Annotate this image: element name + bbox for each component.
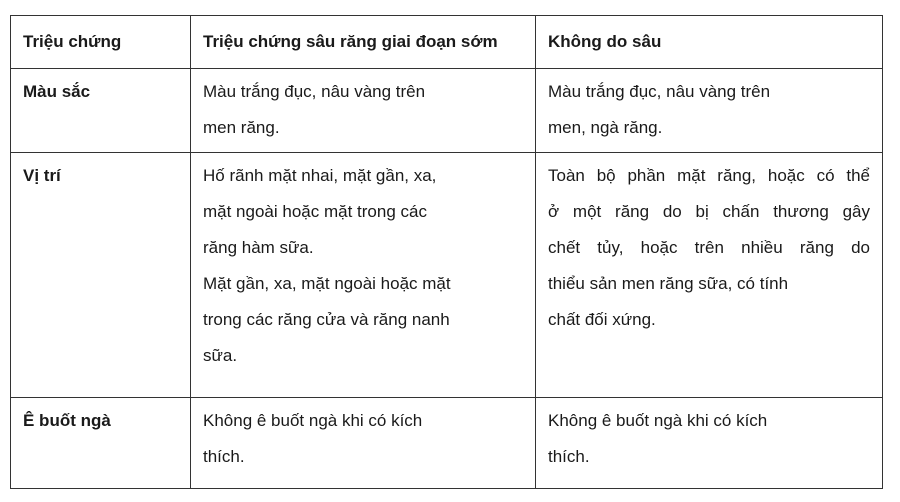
cell-line: răng hàm sữa. — [203, 238, 314, 257]
row-label: Vị trí — [11, 153, 191, 398]
cell-line: chất đối xứng. — [548, 310, 656, 329]
early-caries-cell — [191, 153, 536, 398]
cell-line: sữa. — [203, 346, 238, 365]
early-caries-cell — [191, 398, 536, 489]
row-label: Ê buốt ngà — [11, 398, 191, 489]
table-row — [11, 69, 883, 153]
cell-line: Màu trắng đục, nâu vàng trên — [203, 82, 426, 101]
header-symptom: Triệu chứng — [11, 16, 191, 69]
cell-line: ở một răng do bị chấn thương gây — [548, 202, 870, 221]
header-row — [11, 16, 883, 69]
cell-line: thích. — [203, 447, 245, 466]
table-row — [11, 153, 883, 398]
cell-line: thích. — [548, 447, 590, 466]
table-row — [11, 398, 883, 489]
row-label: Màu sắc — [11, 69, 191, 153]
cell-line: chết tủy, hoặc trên nhiều răng do — [548, 238, 870, 257]
cell-line: mặt ngoài hoặc mặt trong các — [203, 202, 427, 221]
cell-line: men răng. — [203, 118, 280, 137]
cell-line: Không ê buốt ngà khi có kích — [203, 411, 423, 430]
cell-line: Không ê buốt ngà khi có kích — [548, 411, 768, 430]
non-caries-cell — [536, 69, 883, 153]
early-caries-cell — [191, 69, 536, 153]
header-non-caries: Không do sâu — [536, 16, 883, 69]
header-early-caries: Triệu chứng sâu răng giai đoạn sớm — [191, 16, 536, 69]
cell-line: Mặt gần, xa, mặt ngoài hoặc mặt — [203, 274, 451, 293]
non-caries-cell — [536, 398, 883, 489]
cell-line: thiểu sản men răng sữa, có tính — [548, 274, 789, 293]
cell-line: Màu trắng đục, nâu vàng trên — [548, 82, 771, 101]
cell-line: Hố rãnh mặt nhai, mặt gần, xa, — [203, 166, 437, 185]
cell-line: Toàn bộ phần mặt răng, hoặc có thể — [548, 166, 870, 185]
cell-line: trong các răng cửa và răng nanh — [203, 310, 450, 329]
symptom-comparison-table — [10, 15, 883, 489]
cell-line: men, ngà răng. — [548, 118, 663, 137]
non-caries-cell — [536, 153, 883, 398]
